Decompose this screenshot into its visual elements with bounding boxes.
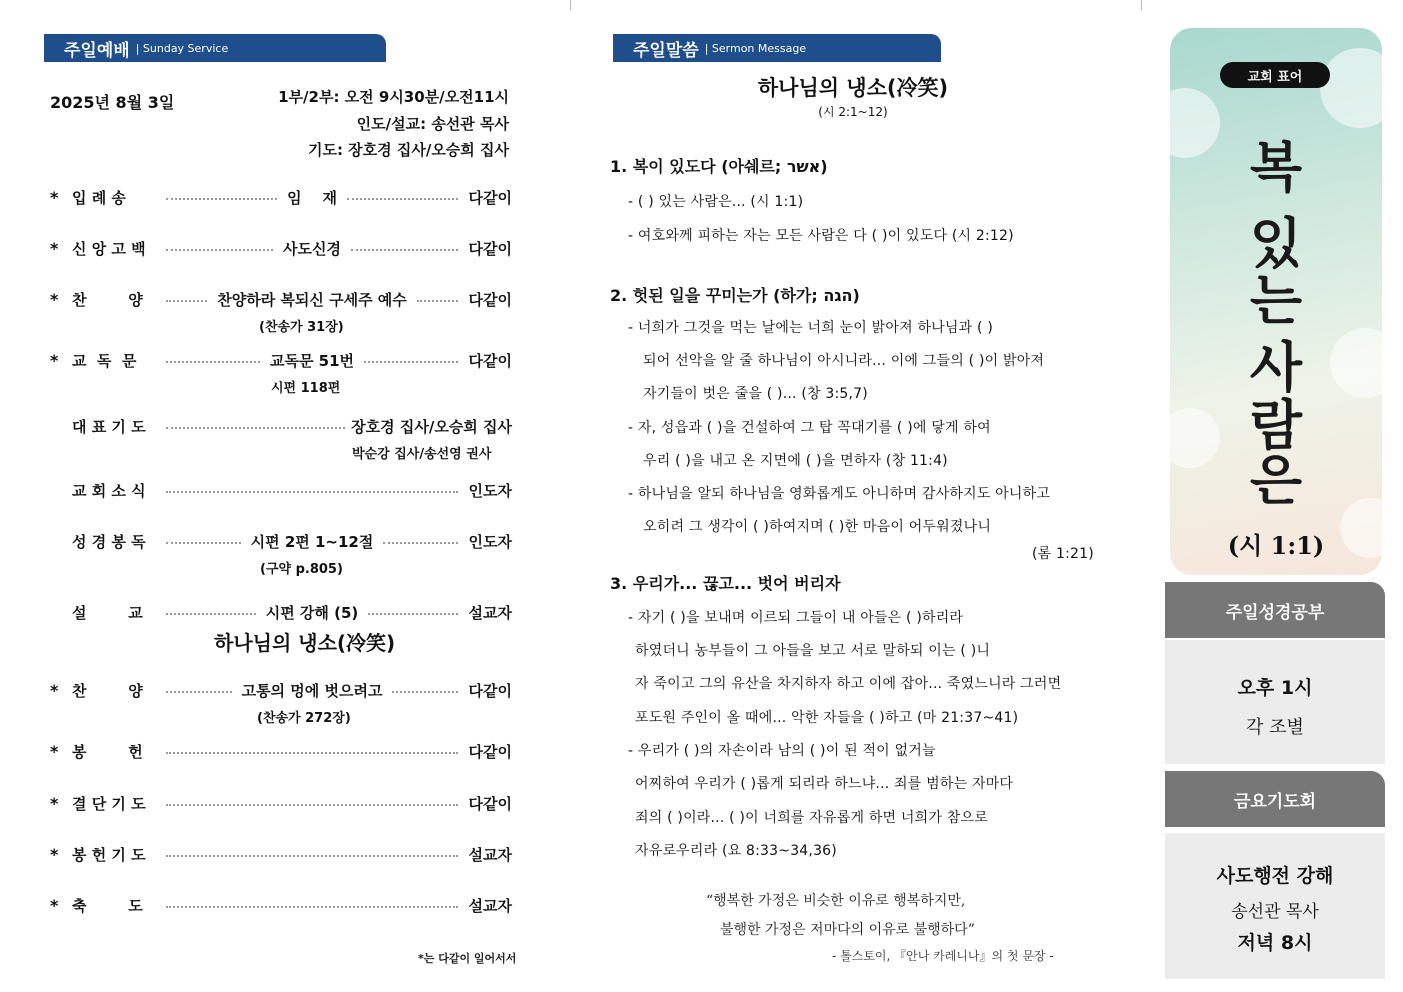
dot-leader (166, 361, 260, 363)
dot-leader (417, 300, 458, 302)
dot-leader (351, 249, 458, 251)
dot-leader (347, 198, 458, 200)
motto-label: 교회 표어 (1220, 62, 1330, 88)
header-english-text: Sunday Service (142, 41, 229, 55)
service-prayer: 기도: 장호경 집사/오승희 집사 (307, 141, 509, 159)
dot-leader (166, 427, 345, 429)
motto-char: 사 (1249, 335, 1303, 399)
order-title: 축 도 (72, 896, 143, 915)
point-3-line: 하였더니 농부들이 그 아들을 보고 서로 말하되 이는 ( )니 (635, 643, 991, 659)
order-title: 교 회 소 식 (72, 481, 146, 500)
bible-study-desc: 각 조별 (1246, 717, 1304, 738)
order-content: 임 재 (287, 188, 337, 207)
dot-leader (166, 198, 277, 200)
order-content: 시편 2편 1~12절 (250, 532, 374, 551)
order-leader: 다같이 (468, 188, 512, 207)
dot-leader (166, 691, 232, 693)
order-leader: 설교자 (468, 603, 512, 622)
header-korean: 주일예배 (64, 40, 130, 61)
quote-line-1: “행복한 가정은 비슷한 이유로 행복하지만, (706, 893, 966, 909)
order-subtext: 박순강 집사/송선영 권사 (352, 447, 492, 462)
order-content: 사도신경 (283, 239, 341, 258)
order-row (50, 530, 512, 552)
order-subtext: (구약 p.805) (260, 562, 343, 577)
order-title: 성 경 봉 독 (72, 532, 146, 551)
friday-prayer-title: 사도행전 강해 (1216, 865, 1334, 887)
bokeh-light (1320, 48, 1382, 128)
service-date: 2025년 8월 3일 (50, 93, 175, 112)
order-leader: 장호경 집사/오승희 집사 (351, 417, 512, 436)
point-3-line: 죄의 ( )이라... ( )이 너희를 자유롭게 하면 너희가 참으로 (635, 810, 988, 826)
order-title: 교 독 문 (72, 351, 137, 370)
order-subtext: (찬송가 31장) (259, 320, 344, 335)
point-3-line: 자 죽이고 그의 유산을 차지하자 하고 이에 잡아... 죽였느니라 그러면 (635, 676, 1062, 692)
order-row (50, 792, 512, 814)
sermon-title-left: 하나님의 냉소(冷笑) (214, 631, 396, 655)
quote-source: - 톨스토이, 『안나 카레니나』의 첫 문장 - (832, 949, 1054, 963)
friday-prayer-leader: 송선관 목사 (1231, 902, 1319, 922)
sunday-service-header (44, 34, 386, 62)
order-row (50, 186, 512, 208)
order-title: 봉 헌 (72, 742, 143, 761)
motto-char: 람 (1249, 393, 1303, 457)
point-2-line: - 너희가 그것을 먹는 날에는 너희 눈이 밝아져 하나님과 ( ) (628, 320, 994, 336)
order-leader: 설교자 (468, 845, 512, 864)
stand-mark: * (50, 187, 59, 207)
order-row (50, 894, 512, 916)
order-row (50, 679, 512, 701)
point-3-heading: 3. 우리가... 끊고... 벗어 버리자 (610, 574, 841, 593)
stand-mark: * (50, 793, 59, 813)
bible-study-tab: 주일성경공부 (1165, 582, 1385, 638)
point-2-line: 오히려 그 생각이 ( )하여지며 ( )한 마음이 어두워졌나니 (643, 519, 992, 535)
fold-mark (570, 0, 571, 10)
order-content: 고통의 멍에 벗으려고 (241, 681, 383, 700)
order-leader: 다같이 (468, 351, 512, 370)
header-english-text: Sermon Message (711, 41, 807, 55)
bible-study-panel (1165, 640, 1385, 764)
point-2-heading: 2. 헛된 일을 꾸미는가 (하가; הגה) (610, 286, 860, 305)
quote-line-2: 불행한 가정은 저마다의 이유로 불행하다” (720, 922, 975, 938)
header-korean: 주일말씀 (633, 40, 699, 61)
stand-mark: * (50, 741, 59, 761)
order-subtext: 시편 118편 (271, 381, 341, 396)
order-title: 입 례 송 (72, 188, 126, 207)
point-3-line: 자유로우리라 (요 8:33~34,36) (635, 843, 837, 859)
order-row (50, 288, 512, 310)
order-content: 찬양하라 복되신 구세주 예수 (217, 290, 407, 309)
dot-leader (392, 691, 458, 693)
friday-prayer-tab: 금요기도회 (1165, 771, 1385, 827)
order-row (50, 415, 512, 437)
service-leader: 인도/설교: 송선관 목사 (356, 115, 509, 133)
dot-leader (364, 361, 458, 363)
order-title: 봉 헌 기 도 (72, 845, 146, 864)
order-title: 찬 양 (72, 681, 143, 700)
order-row (50, 479, 512, 501)
order-title: 설 교 (72, 603, 143, 622)
stand-mark: * (50, 289, 59, 309)
sermon-message-header (613, 34, 941, 62)
point-3-line: - 우리가 ( )의 자손이라 남의 ( )이 된 적이 없거늘 (628, 743, 936, 759)
service-time: 1부/2부: 오전 9시30분/오전11시 (278, 88, 509, 106)
dot-leader (383, 542, 458, 544)
order-row (50, 237, 512, 259)
stand-mark: * (50, 238, 59, 258)
motto-verse: (시 1:1) (1227, 531, 1325, 560)
point-2-line: 되어 선악을 알 줄 하나님이 아시니라... 이에 그들의 ( )이 밝아져 (643, 353, 1045, 369)
order-title: 찬 양 (72, 290, 143, 309)
stand-mark: * (50, 680, 59, 700)
order-subtext: (찬송가 272장) (257, 711, 351, 726)
point-2-line: (롬 1:21) (1032, 546, 1094, 562)
order-content: 교독문 51번 (269, 351, 355, 370)
order-title: 결 단 기 도 (72, 794, 146, 813)
dot-leader (166, 855, 458, 857)
sermon-reference: (시 2:1~12) (818, 105, 888, 119)
point-3-line: 어찌하여 우리가 ( )롭게 되리라 하느냐... 죄를 범하는 자마다 (635, 776, 1014, 792)
dot-leader (166, 491, 458, 493)
point-1-line: - 여호와께 피하는 자는 모든 사람은 다 ( )이 있도다 (시 2:12) (628, 228, 1014, 244)
motto-poster (1170, 28, 1382, 575)
point-1-line: - ( ) 있는 사람은... (시 1:1) (628, 194, 804, 210)
order-row (50, 601, 512, 623)
header-english: | Sunday Service (135, 41, 229, 55)
order-leader: 다같이 (468, 742, 512, 761)
point-2-line: 우리 ( )을 내고 온 지면에 ( )을 면하자 (창 11:4) (643, 453, 948, 469)
order-leader: 설교자 (468, 896, 512, 915)
order-row (50, 349, 512, 371)
stand-mark: * (50, 895, 59, 915)
order-leader: 인도자 (468, 532, 513, 551)
header-english: | Sermon Message (704, 41, 807, 55)
sermon-title: 하나님의 냉소(冷笑) (757, 76, 949, 100)
fold-mark (1141, 0, 1142, 10)
point-2-line: - 자, 성읍과 ( )을 건설하여 그 탑 꼭대기를 ( )에 닿게 하여 (628, 420, 991, 436)
point-3-line: - 자기 ( )을 보내며 이르되 그들이 내 아들은 ( )하리라 (628, 610, 964, 626)
point-2-line: 자기들이 벗은 줄을 ( )... (창 3:5,7) (643, 386, 868, 402)
order-leader: 다같이 (468, 794, 512, 813)
dot-leader (166, 752, 458, 754)
friday-prayer-time: 저녁 8시 (1237, 932, 1313, 954)
motto-char: 있 (1249, 211, 1303, 275)
order-title: 대 표 기 도 (72, 417, 146, 436)
dot-leader (368, 613, 458, 615)
dot-leader (166, 300, 207, 302)
order-row (50, 740, 512, 762)
order-leader: 다같이 (468, 239, 512, 258)
dot-leader (166, 542, 241, 544)
motto-char: 복 (1249, 135, 1303, 199)
dot-leader (166, 804, 458, 806)
bible-study-time: 오후 1시 (1237, 677, 1313, 699)
order-leader: 다같이 (468, 290, 512, 309)
dot-leader (166, 613, 256, 615)
stand-mark: * (50, 350, 59, 370)
order-content: 시편 강해 (5) (265, 603, 359, 622)
order-title: 신 앙 고 백 (72, 239, 146, 258)
motto-char: 는 (1249, 268, 1303, 332)
order-row (50, 843, 512, 865)
stand-mark: * (50, 844, 59, 864)
order-leader: 다같이 (468, 681, 513, 700)
point-1-heading: 1. 복이 있도다 (아쉐르; אשר) (610, 157, 828, 176)
point-2-line: - 하나님을 알되 하나님을 영화롭게도 아니하며 감사하지도 아니하고 (628, 486, 1051, 502)
dot-leader (166, 249, 273, 251)
dot-leader (166, 906, 458, 908)
motto-char: 은 (1249, 448, 1303, 512)
order-leader: 인도자 (468, 481, 512, 500)
footnote: *는 다같이 일어서서 (418, 952, 517, 965)
point-3-line: 포도원 주인이 올 때에... 악한 자들을 ( )하고 (마 21:37~41) (635, 710, 1019, 726)
